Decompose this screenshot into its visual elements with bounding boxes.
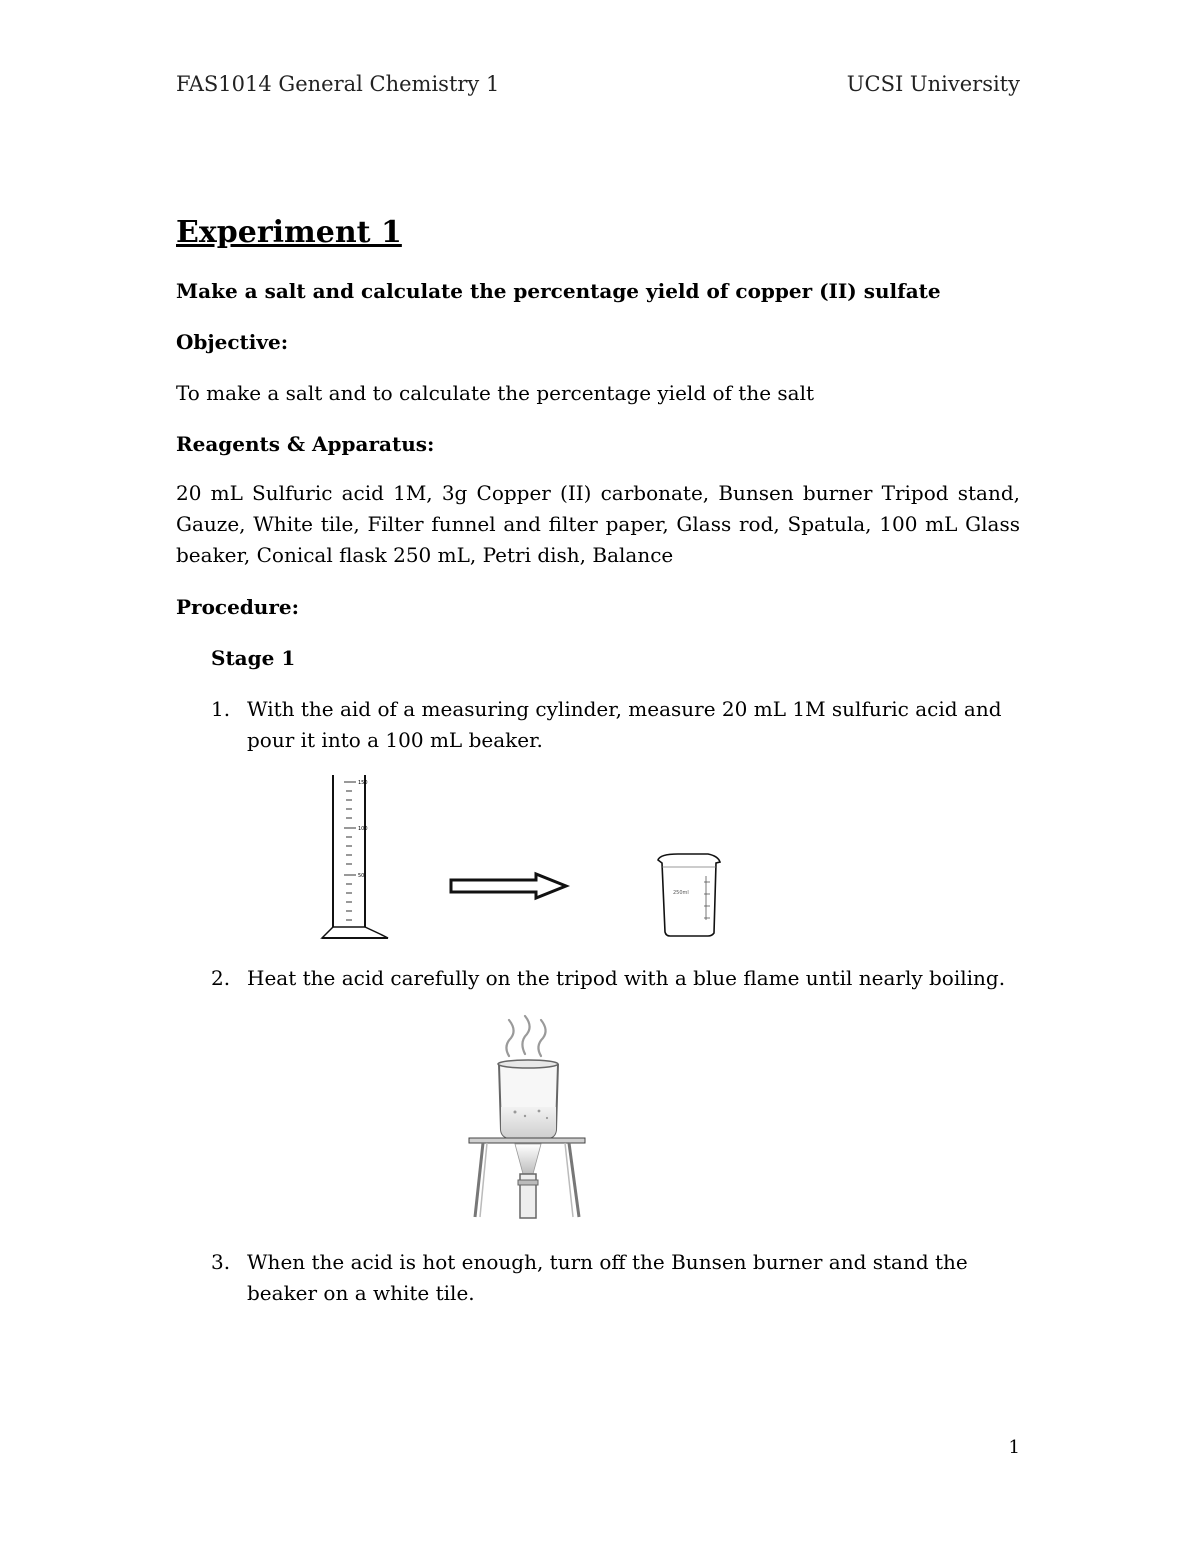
beaker-icon <box>498 1060 558 1138</box>
figure-heating-on-tripod <box>465 1012 595 1222</box>
procedure-step <box>211 1247 1026 1309</box>
stage-heading: Stage 1 <box>211 646 296 670</box>
procedure-step <box>211 694 1026 756</box>
figure-cylinder-to-beaker <box>318 770 738 945</box>
page-number: 1 <box>1008 1437 1020 1458</box>
step-number: 3. <box>211 1250 231 1274</box>
experiment-title: Experiment 1 <box>176 215 402 250</box>
experiment-subtitle: Make a salt and calculate the percentage yield of copper (II) sulfate <box>176 279 941 303</box>
step-text: With the aid of a measuring cylinder, measure 20 mL 1M sulfuric acid and pour it into a 100 mL beaker. <box>247 697 1002 752</box>
header-course-title: FAS1014 General Chemistry 1 <box>176 72 500 96</box>
step-number: 2. <box>211 966 231 990</box>
flame-icon <box>515 1144 541 1174</box>
cylinder-mark-150: 150 <box>358 780 368 786</box>
steam-icon <box>506 1016 545 1056</box>
bunsen-burner-icon <box>518 1174 538 1218</box>
step-text: Heat the acid carefully on the tripod with a blue flame until nearly boiling. <box>247 966 1006 990</box>
objective-text: To make a salt and to calculate the percentage yield of the salt <box>176 381 815 405</box>
arrow-right-icon <box>451 874 566 898</box>
reagents-text: 20 mL Sulfuric acid 1M, 3g Copper (II) carbonate, Bunsen burner Tripod stand, Gauze, White tile, Filter funnel and filter paper, Glass rod, Spatula, 100 mL Glass beaker, Conical flask 250 mL, Petri dish, Balance <box>176 481 1020 567</box>
objective-heading: Objective: <box>176 330 289 354</box>
header-university: UCSI University <box>846 72 1020 96</box>
step-text: When the acid is hot enough, turn off the Bunsen burner and stand the beaker on a white tile. <box>247 1250 968 1305</box>
reagents-heading: Reagents & Apparatus: <box>176 432 435 456</box>
step-number: 1. <box>211 697 231 721</box>
measuring-cylinder-icon <box>322 775 388 938</box>
beaker-volume-label: 250ml <box>673 890 689 896</box>
procedure-step <box>211 963 1026 994</box>
cylinder-mark-100: 100 <box>358 826 368 832</box>
beaker-icon <box>658 854 720 936</box>
procedure-heading: Procedure: <box>176 595 299 619</box>
cylinder-mark-50: 50 <box>358 873 365 879</box>
